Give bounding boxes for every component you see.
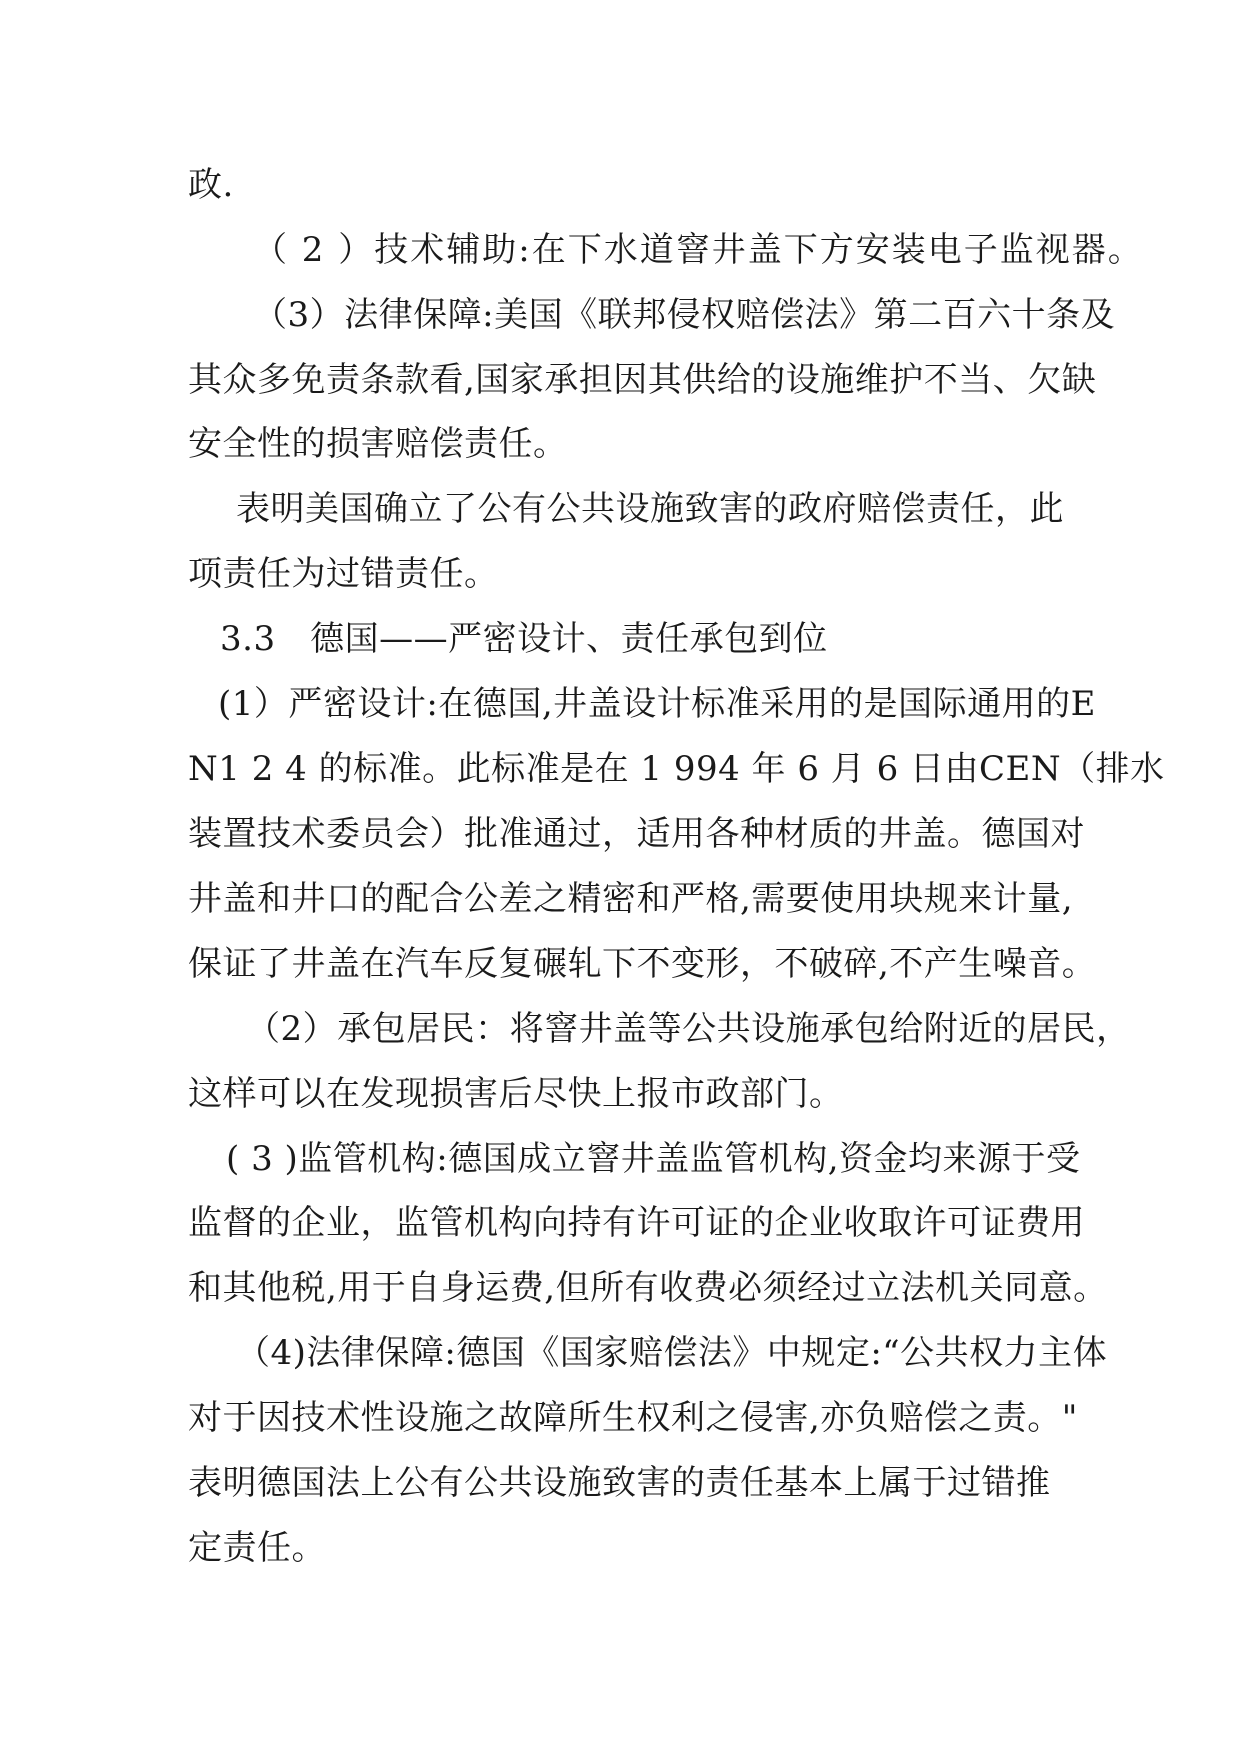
text-line: 装置技术委员会）批准通过，适用各种材质的井盖。德国对 bbox=[188, 814, 1085, 854]
text-line: 和其他税,用于自身运费,但所有收费必须经过立法机关同意。 bbox=[188, 1268, 1108, 1308]
text-line: 定责任。 bbox=[188, 1528, 326, 1568]
text-line: （4)法律保障:德国《国家赔偿法》中规定:“公共权力主体 bbox=[236, 1333, 1108, 1373]
text-line: 政. bbox=[188, 165, 234, 205]
text-line: （2）承包居民：将窨井盖等公共设施承包给附近的居民， bbox=[246, 1009, 1131, 1049]
text-line: 其众多免责条款看,国家承担因其供给的设施维护不当、欠缺 bbox=[188, 360, 1097, 400]
text-line: 监督的企业，监管机构向持有许可证的企业收取许可证费用 bbox=[188, 1203, 1085, 1243]
text-line: （3）法律保障:美国《联邦侵权赔偿法》第二百六十条及 bbox=[253, 295, 1116, 335]
text-line: 这样可以在发现损害后尽快上报市政部门。 bbox=[188, 1074, 844, 1114]
text-line: 表明美国确立了公有公共设施致害的政府赔偿责任，此 bbox=[236, 489, 1064, 529]
text-line: 井盖和井口的配合公差之精密和严格,需要使用块规来计量, bbox=[188, 879, 1074, 919]
text-line: (1）严密设计:在德国,井盖设计标准采用的是国际通用的E bbox=[218, 684, 1096, 724]
text-line: ( 3 )监管机构:德国成立窨井盖监管机构,资金均来源于受 bbox=[226, 1139, 1081, 1179]
section-heading: 3.3 德国——严密设计、责任承包到位 bbox=[220, 619, 828, 659]
text-line: 表明德国法上公有公共设施致害的责任基本上属于过错推 bbox=[188, 1463, 1051, 1503]
text-line: 保证了井盖在汽车反复碾轧下不变形，不破碎,不产生噪音。 bbox=[188, 944, 1097, 984]
text-line: 对于因技术性设施之故障所生权利之侵害,亦负赔偿之责。" bbox=[188, 1398, 1078, 1438]
text-line: （ 2 ）技术辅助:在下水道窨井盖下方安装电子监视器。 bbox=[253, 230, 1144, 270]
text-line: 安全性的损害赔偿责任。 bbox=[188, 424, 568, 464]
text-line: N1 2 4 的标准。此标准是在 1 994 年 6 月 6 日由CEN（排水 bbox=[188, 749, 1165, 789]
text-line: 项责任为过错责任。 bbox=[188, 554, 499, 594]
